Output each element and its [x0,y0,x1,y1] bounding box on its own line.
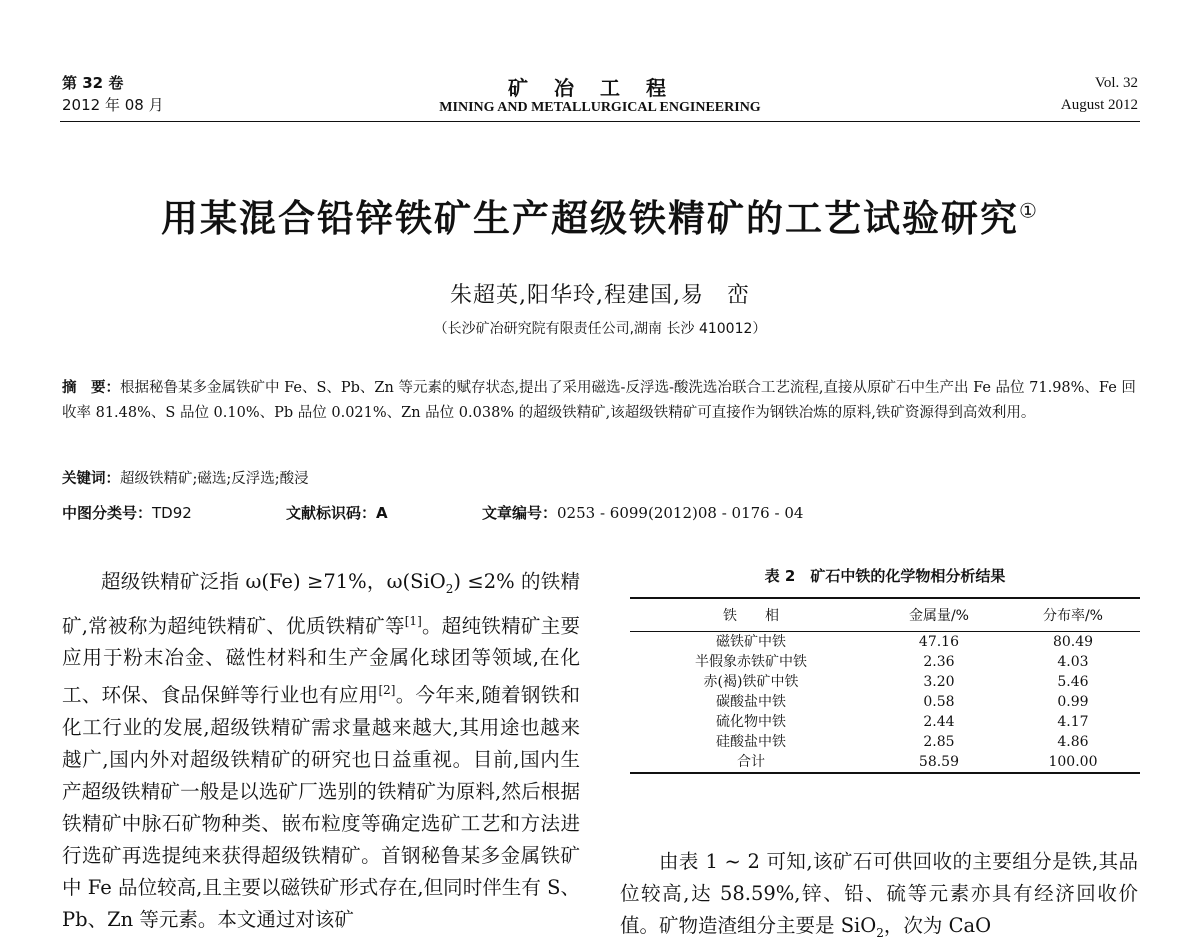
table-header-distribution: 分布率/% [1006,598,1140,632]
body-left-column [62,566,580,936]
paper-title: 用某混合铅锌铁矿生产超级铁精矿的工艺试验研究① [161,197,1039,240]
table2-caption: 表 2 矿石中铁的化学物相分析结果 [764,567,1006,585]
affiliation: （长沙矿冶研究院有限责任公司,湖南 长沙 410012） [433,321,767,337]
keywords-text: 超级铁精矿;磁选;反浮选;酸浸 [120,471,309,487]
table-row: 碳酸盐中铁 0.58 0.99 [715,694,1089,710]
table-header-row [630,598,1140,632]
table2 [630,597,1140,774]
volume-cn: 第 32 卷 [62,74,124,92]
abstract-label: 摘 要： [62,380,120,396]
doc-code-label: 文献标识码： [286,504,377,522]
keywords-label: 关键词： [62,471,120,487]
table-row: 半假象赤铁矿中铁 2.36 4.03 [694,654,1089,670]
citation-1: [1] [404,613,422,628]
footnote-mark: ① [1019,198,1039,223]
citation-2: [2] [378,683,396,698]
body-right-column [620,846,1138,949]
abstract-text: 根据秘鲁某多金属铁矿中 Fe、S、Pb、Zn 等元素的赋存状态,提出了采用磁选-反浮选-酸洗选冶联合工艺流程,直接从原矿石中生产出 Fe 品位 71.98%、Fe 回收率 81.48%、S 品位 0.10%、Pb 品位 0.021%、Zn 品位 0.038% 的超级铁精矿,该超级铁精矿可直接作为钢铁冶炼的原料,铁矿资源得到高效利用。 [62,380,1136,421]
table-header-metal: 金属量/% [872,598,1006,632]
classification-row [62,502,1142,526]
table-row: 硫化物中铁 2.44 4.17 [715,714,1089,730]
abstract [62,376,1142,426]
clc-label: 中图分类号： [62,504,153,522]
table-header-phase: 铁 相 [630,598,872,632]
journal-title-cn: 矿冶工程 [508,76,692,100]
intro-paragraph: 超级铁精矿泛指 ω(Fe) ≥71%，ω(SiO$_2$) ≤2% 的铁精矿,常被称为超纯铁精矿、优质铁精矿等[1]。超纯铁精矿主要应用于粉末冶金、磁性材料和生产金属化球团等领域,在化工、环保、食品保鲜等行业也有应用[2]。今年来,随着钢铁和化工行业的发展,超级铁精矿需求量越来越大,其用途也越来越广,国内外对超级铁精矿的研究也日益重视。目前,国内生产超级铁精矿一般是以选矿厂选别的铁精矿为原料,然后根据铁精矿中脉石矿物种类、嵌布粒度等确定选矿工艺和方法进行选矿再选提纯来获得超级铁精矿。首钢秘鲁某多金属铁矿中 Fe 品位较高,且主要以磁铁矿形式存在,但同时伴生有 S、Pb、Zn 等元素。本文通过对该矿 [62,570,580,931]
journal-title-en: MINING AND METALLURGICAL ENGINEERING [439,100,761,115]
date-en: August 2012 [1060,97,1138,113]
results-paragraph: 由表 1 ~ 2 可知,该矿石可供回收的主要组分是铁,其品位较高,达 58.59%,锌、铅、硫等元素亦具有经济回收价值。矿物造渣组分主要是 SiO$_2$，次为 CaO [620,850,1138,940]
date-cn: 2012 年 08 月 [62,96,164,114]
table-row: 磁铁矿中铁 47.16 80.49 [715,634,1094,650]
article-number-value: 0253 - 6099(2012)08 - 0176 - 04 [557,504,804,522]
table-total-row: 合计 58.59 100.00 [630,752,1140,773]
table-row: 赤(褐)铁矿中铁 3.20 5.46 [703,674,1089,690]
keywords [62,467,309,488]
volume-en: Vol. 32 [1094,75,1138,91]
clc-value: TD92 [152,504,192,522]
article-number-label: 文章编号： [482,504,558,522]
table-row: 硅酸盐中铁 2.85 4.86 [715,734,1089,750]
header-rule [60,121,1140,122]
authors: 朱超英,阳华玲,程建国,易 峦 [450,283,750,308]
doc-code-value: A [376,504,388,522]
